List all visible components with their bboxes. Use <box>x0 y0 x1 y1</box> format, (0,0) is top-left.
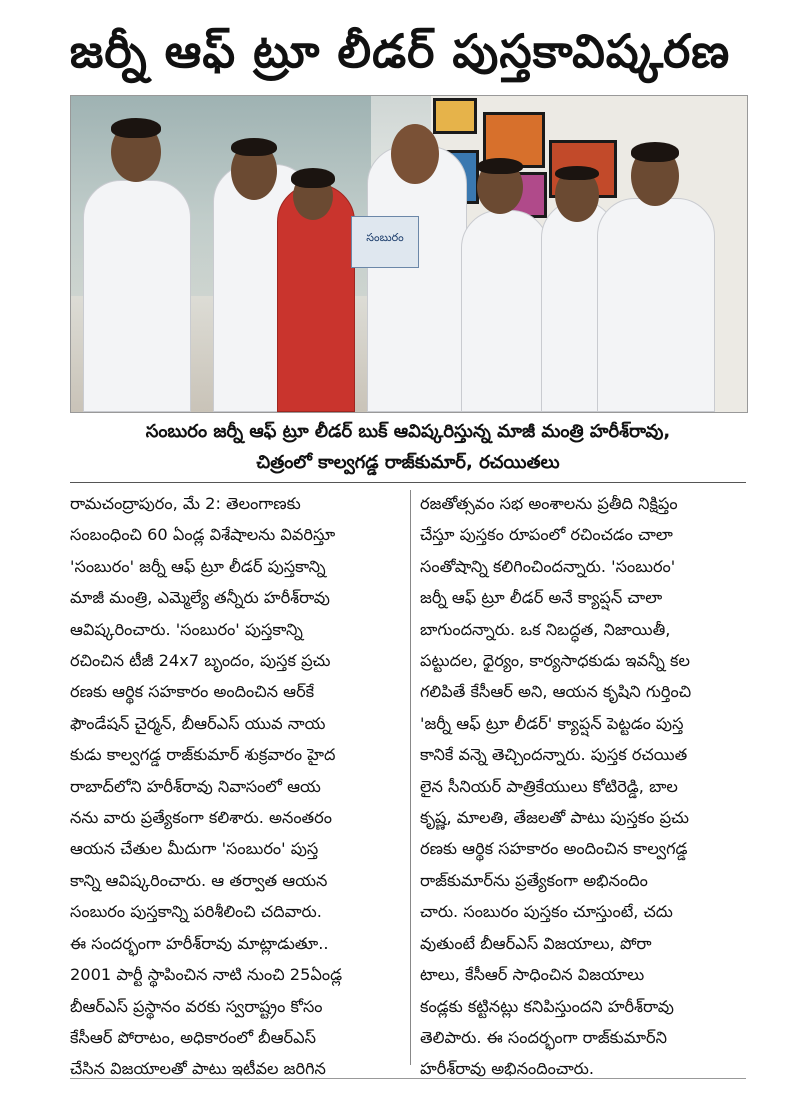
article-line: 'సంబురం' జర్నీ ఆఫ్ ట్రూ లీడర్ పుస్తకాన్ని <box>70 556 326 576</box>
article-line: ఆయన చేతుల మీదుగా 'సంబురం' పుస్త <box>70 839 319 859</box>
person-hair <box>631 142 679 162</box>
person-head <box>391 124 439 184</box>
bottom-rule <box>70 1078 746 1079</box>
person-hair <box>477 158 523 174</box>
person <box>597 198 715 412</box>
article-line: రాబాద్‌లోని హరీశ్‌రావు నివాసంలో ఆయ <box>70 776 321 796</box>
article-line: 'జర్నీ ఆఫ్ ట్రూ లీడర్' క్యాప్షన్ పెట్టడం పుస్త <box>420 713 684 733</box>
article-line: సంబురం పుస్తకాన్ని పరిశీలించి చదివారు. <box>70 902 322 922</box>
article-line: 2001 పార్టీ స్థాపించిన నాటి నుంచి 25ఏండ్ల <box>70 965 343 985</box>
article-line: నను వారు ప్రత్యేకంగా కలిశారు. అనంతరం <box>70 808 332 828</box>
column-divider <box>410 490 411 1065</box>
article-line: టాలు, కేసీఆర్ సాధించిన విజయాలు <box>420 965 645 985</box>
wall-painting <box>433 98 477 134</box>
article-column-left <box>70 488 402 1085</box>
article-line: సంతోషాన్ని కలిగించిందన్నారు. 'సంబురం' <box>420 556 676 576</box>
article-line: కేసీఆర్ పోరాటం, అధికారంలో బీఆర్‌ఎస్ <box>70 1027 317 1047</box>
article-line: చేస్తూ పుస్తకం రూపంలో రచించడం చాలా <box>420 525 673 545</box>
article-line: రణకు ఆర్థిక సహకారం అందించిన కాల్వగడ్డ <box>420 839 688 859</box>
book-title: సంబురం <box>366 231 404 244</box>
person <box>83 180 191 412</box>
article-line: చేసిన విజయాలతో పాటు ఇటీవల జరిగిన <box>70 1059 326 1079</box>
person-hair <box>291 168 335 188</box>
person <box>367 146 467 412</box>
article-line: ఫౌండేషన్ చైర్మన్, బీఆర్‌ఎస్ యువ నాయ <box>70 713 326 733</box>
article-line: హరీశ్‌రావు అభినందించారు. <box>420 1059 595 1079</box>
article-line: బీఆర్‌ఎస్ ప్రస్థానం వరకు స్వరాష్ట్రం కోసం <box>70 996 323 1016</box>
article-line: రామచంద్రాపురం, మే 2: తెలంగాణకు <box>70 494 301 513</box>
article-line: కానికే వన్నె తెచ్చిందన్నారు. పుస్తక రచయిత <box>420 745 688 765</box>
article-line: రజతోత్సవం సభ అంశాలను ప్రతీది నిక్షిప్తం <box>420 494 678 513</box>
article-line: పట్టుదల, ధైర్యం, కార్యసాధకుడు ఇవన్నీ కల <box>420 651 690 671</box>
article-line: కుడు కాల్వగడ్డ రాజ్‌కుమార్ శుక్రవారం హైద <box>70 745 336 765</box>
article-line: కాన్ని ఆవిష్కరించారు. ఆ తర్వాత ఆయన <box>70 870 328 890</box>
article-line: ఆవిష్కరించారు. 'సంబురం' పుస్తకాన్ని <box>70 619 303 639</box>
article-line: రచించిన టీజీ 24x7 బృందం, పుస్తక ప్రచు <box>70 651 331 671</box>
caption-rule <box>70 482 746 483</box>
person <box>461 210 549 412</box>
person-hair <box>111 118 161 138</box>
article-line: గలిపితే కేసీఆర్ అని, ఆయన కృషిని గుర్తించి <box>420 682 692 702</box>
article-line: ఈ సందర్భంగా హరీశ్‌రావు మాట్లాడుతూ.. <box>70 933 329 953</box>
photo-caption-line-1: సంబురం జర్నీ ఆఫ్ ట్రూ లీడర్ బుక్ ఆవిష్కరిస్తున్న మాజీ మంత్రి హరీశ్‌రావు, <box>145 421 671 442</box>
article-column-right <box>420 488 752 1085</box>
article-line: వుతుంటే బీఆర్‌ఎస్ విజయాలు, పోరా <box>420 933 652 953</box>
article-line: చారు. సంబురం పుస్తకం చూస్తుంటే, చదు <box>420 902 673 922</box>
photo-caption-line-2: చిత్రంలో కాల్వగడ్డ రాజ్‌కుమార్, రచయితలు <box>256 452 560 473</box>
article-line: రాజ్‌కుమార్‌ను ప్రత్యేకంగా అభినందిం <box>420 870 648 890</box>
book <box>351 216 419 268</box>
article-line: బాగుందన్నారు. ఒక నిబద్ధత, నిజాయితీ, <box>420 619 671 639</box>
news-photo <box>70 95 748 413</box>
article-line: కృష్ణ, మాలతి, తేజలతో పాటు పుస్తకం ప్రచు <box>420 808 690 828</box>
person-hair <box>555 166 599 180</box>
headline: జర్నీ ఆఫ్ ట్రూ లీడర్ పుస్తకావిష్కరణ <box>69 24 731 78</box>
article-line: సంబంధించి 60 ఏండ్ల విశేషాలను వివరిస్తూ <box>70 525 336 545</box>
article-line: తెలిపారు. ఈ సందర్భంగా రాజ్‌కుమార్‌ని <box>420 1027 667 1047</box>
article-line: రణకు ఆర్థిక సహకారం అందించిన ఆర్‌కే <box>70 682 315 702</box>
person-hair <box>231 138 277 156</box>
article-line: మాజీ మంత్రి, ఎమ్మెల్యే తన్నీరు హరీశ్‌రావు <box>70 588 330 608</box>
article-line: కండ్లకు కట్టినట్లు కనిపిస్తుందని హరీశ్‌రావు <box>420 996 674 1016</box>
article-line: జర్నీ ఆఫ్ ట్రూ లీడర్ అనే క్యాప్షన్ చాలా <box>420 588 663 608</box>
article-line: లైన సీనియర్ పాత్రికేయులు కోటిరెడ్డి, బాల <box>420 776 678 796</box>
